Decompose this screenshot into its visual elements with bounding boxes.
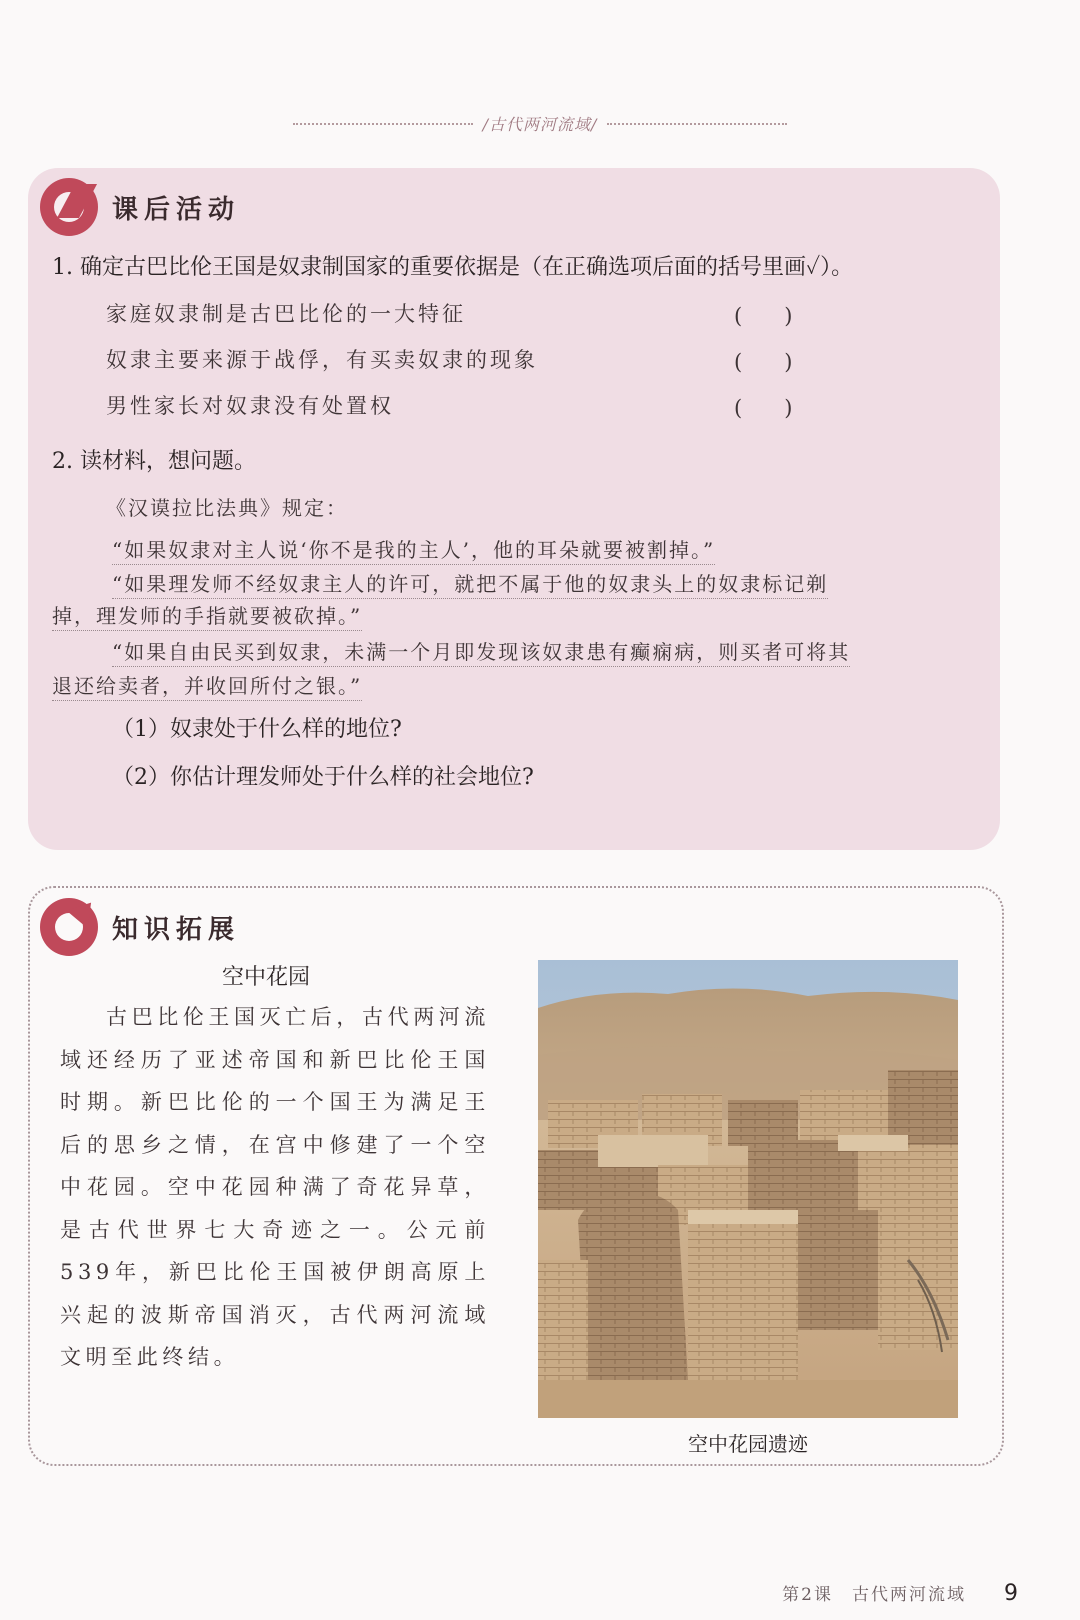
page-number: 9 — [1004, 1581, 1018, 1606]
header-dots-right — [607, 123, 787, 125]
hanging-gardens-ruins-photo — [538, 960, 958, 1418]
target-arrow-icon — [40, 898, 98, 956]
quote-3-line-2: 退还给卖者，并收回所付之银。” — [52, 670, 362, 699]
option-1-blank[interactable]: ( ) — [734, 304, 793, 328]
running-header — [0, 112, 1080, 135]
header-dots-left — [293, 123, 473, 125]
quote-1: “如果奴隶对主人说‘你不是我的主人’，他的耳朵就要被割掉。” — [112, 534, 715, 563]
option-2-blank[interactable]: ( ) — [734, 350, 793, 374]
running-header-text: /古代两河流域/ — [482, 115, 598, 134]
activity-header — [40, 178, 240, 236]
quote-2-line-1: “如果理发师不经奴隶主人的许可，就把不属于他的奴隶头上的奴隶标记剃 — [112, 568, 828, 597]
extension-title: 知识拓展 — [112, 914, 241, 945]
question-1: 1. 确定古巴比伦王国是奴隶制国家的重要依据是（在正确选项后面的括号里画✓）。 — [52, 255, 854, 280]
article-title: 空中花园 — [222, 965, 311, 990]
option-3-blank[interactable]: ( ) — [734, 396, 793, 420]
page-footer — [782, 1580, 1018, 1606]
activity-title: 课后活动 — [112, 194, 241, 225]
sub-question-2: （2）你估计理发师处于什么样的社会地位? — [112, 765, 534, 790]
option-3-text: 男性家长对奴隶没有处置权 — [106, 394, 394, 418]
sub-question-1: （1）奴隶处于什么样的地位? — [112, 717, 402, 742]
quote-3-line-1: “如果自由民买到奴隶，未满一个月即发现该奴隶患有癫痫病，则买者可将其 — [112, 636, 850, 665]
photo-caption: 空中花园遗迹 — [688, 1432, 808, 1456]
article-body: 古巴比伦王国灭亡后，古代两河流域还经历了亚述帝国和新巴比伦王国时期。新巴比伦的一个国王为满足王后的思乡之情，在宫中修建了一个空中花园。空中花园种满了奇花异草，是古代世界七大奇迹之一。公元前539年，新巴比伦王国被伊朗高原上兴起的波斯帝国消灭，古代两河流域文明至此终结。 — [60, 1005, 490, 1369]
knowledge-extension-section — [28, 886, 1004, 1466]
extension-header — [40, 898, 240, 956]
option-1-text: 家庭奴隶制是古巴比伦的一大特征 — [106, 302, 466, 326]
code-source: 《汉谟拉比法典》规定： — [106, 496, 348, 520]
question-2: 2. 读材料，想问题。 — [52, 449, 256, 474]
after-class-activity-section — [28, 168, 1000, 850]
pencil-badge-icon — [40, 178, 98, 236]
option-2-text: 奴隶主要来源于战俘，有买卖奴隶的现象 — [106, 348, 538, 372]
footer-lesson-title: 第2课 古代两河流域 — [782, 1585, 966, 1605]
quote-2-line-2: 掉，理发师的手指就要被砍掉。” — [52, 600, 362, 629]
